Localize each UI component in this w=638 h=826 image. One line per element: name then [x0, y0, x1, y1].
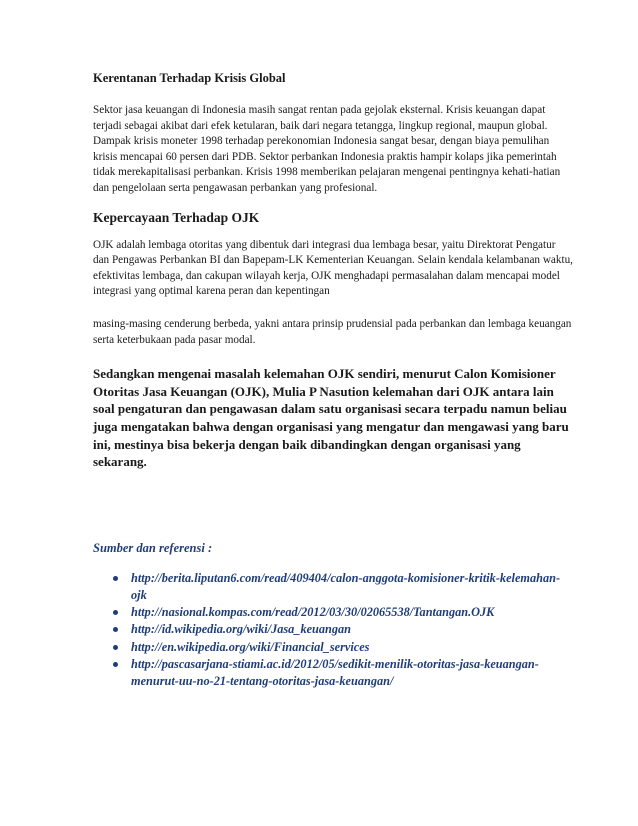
reference-item	[113, 656, 573, 690]
document-page	[93, 70, 573, 690]
reference-item	[113, 570, 573, 604]
reference-item	[113, 621, 573, 638]
bullet-icon	[113, 627, 118, 632]
paragraph-krisis-global: Sektor jasa keuangan di Indonesia masih sangat rentan pada gejolak eksternal. Krisis keuangan dapat terjadi sebagai akibat dari efek ketularan, baik dari negara tetangga, lingkup regional, maupun global. Dampak krisis moneter 1998 terhadap perekonomian Indonesia sangat besar, dengan biaya pemulihan krisis mencapai 60 persen dari PDB. Sektor perbankan Indonesia praktis hampir kolaps jika pemerintah tidak merekapitalisasi perbankan. Krisis 1998 memberikan pelajaran mengenai pentingnya kehati-hatian dan pengelolaan serta pengawasan perbankan yang profesional.	[93, 104, 561, 194]
section-title-kepercayaan-ojk: Kepercayaan Terhadap OJK	[93, 209, 260, 225]
references-title: Sumber dan referensi :	[93, 540, 213, 555]
reference-link-kompas[interactable]: http://nasional.kompas.com/read/2012/03/30/02065538/Tantangan.OJK	[131, 605, 495, 620]
paragraph-ojk-definition: OJK adalah lembaga otoritas yang dibentuk dari integrasi dua lembaga besar, yaitu Direktorat Pengatur dan Pengawas Perbankan BI dan Bapepam-LK Kementerian Keuangan. Selain kendala kelambanan waktu, efektivitas lembaga, dan cakupan wilayah kerja, OJK menghadapi permasalahan dalam mencapai model integrasi yang optimal karena peran dan kepentingan	[93, 238, 573, 298]
bullet-icon	[113, 662, 118, 667]
bullet-icon	[113, 610, 118, 615]
bullet-icon	[113, 576, 118, 581]
reference-link-wikipedia-id[interactable]: http://id.wikipedia.org/wiki/Jasa_keuangan	[131, 622, 352, 637]
paragraph-ojk-continued: masing-masing cenderung berbeda, yakni antara prinsip prudensial pada perbankan dan lembaga keuangan serta keterbukaan pada pasar modal.	[93, 317, 572, 346]
references-list	[93, 570, 573, 690]
section-title-krisis-global: Kerentanan Terhadap Krisis Global	[93, 71, 286, 85]
reference-link-liputan6[interactable]: http://berita.liputan6.com/read/409404/calon-anggota-komisioner-kritik-kelemahan-ojk	[131, 570, 561, 602]
bullet-icon	[113, 645, 118, 650]
paragraph-ojk-weakness: Sedangkan mengenai masalah kelemahan OJK sendiri, menurut Calon Komisioner Otoritas Jasa Keuangan (OJK), Mulia P Nasution kelemahan dari OJK antara lain soal pengaturan dan pengawasan dalam satu organisasi secara terpadu namun beliau juga mengatakan bahwa dengan organisasi yang mengatur dan mengawasi yang baru ini, mestinya bisa bekerja dengan baik dibandingkan dengan organisasi yang sekarang.	[93, 366, 569, 470]
reference-item	[113, 639, 573, 656]
reference-link-wikipedia-en[interactable]: http://en.wikipedia.org/wiki/Financial_services	[131, 639, 370, 654]
reference-item	[113, 604, 573, 621]
reference-link-stiami[interactable]: http://pascasarjana-stiami.ac.id/2012/05/sedikit-menilik-otoritas-jasa-keuangan-menurut-uu-no-21-tentang-otoritas-jasa-keuangan/	[131, 656, 539, 688]
